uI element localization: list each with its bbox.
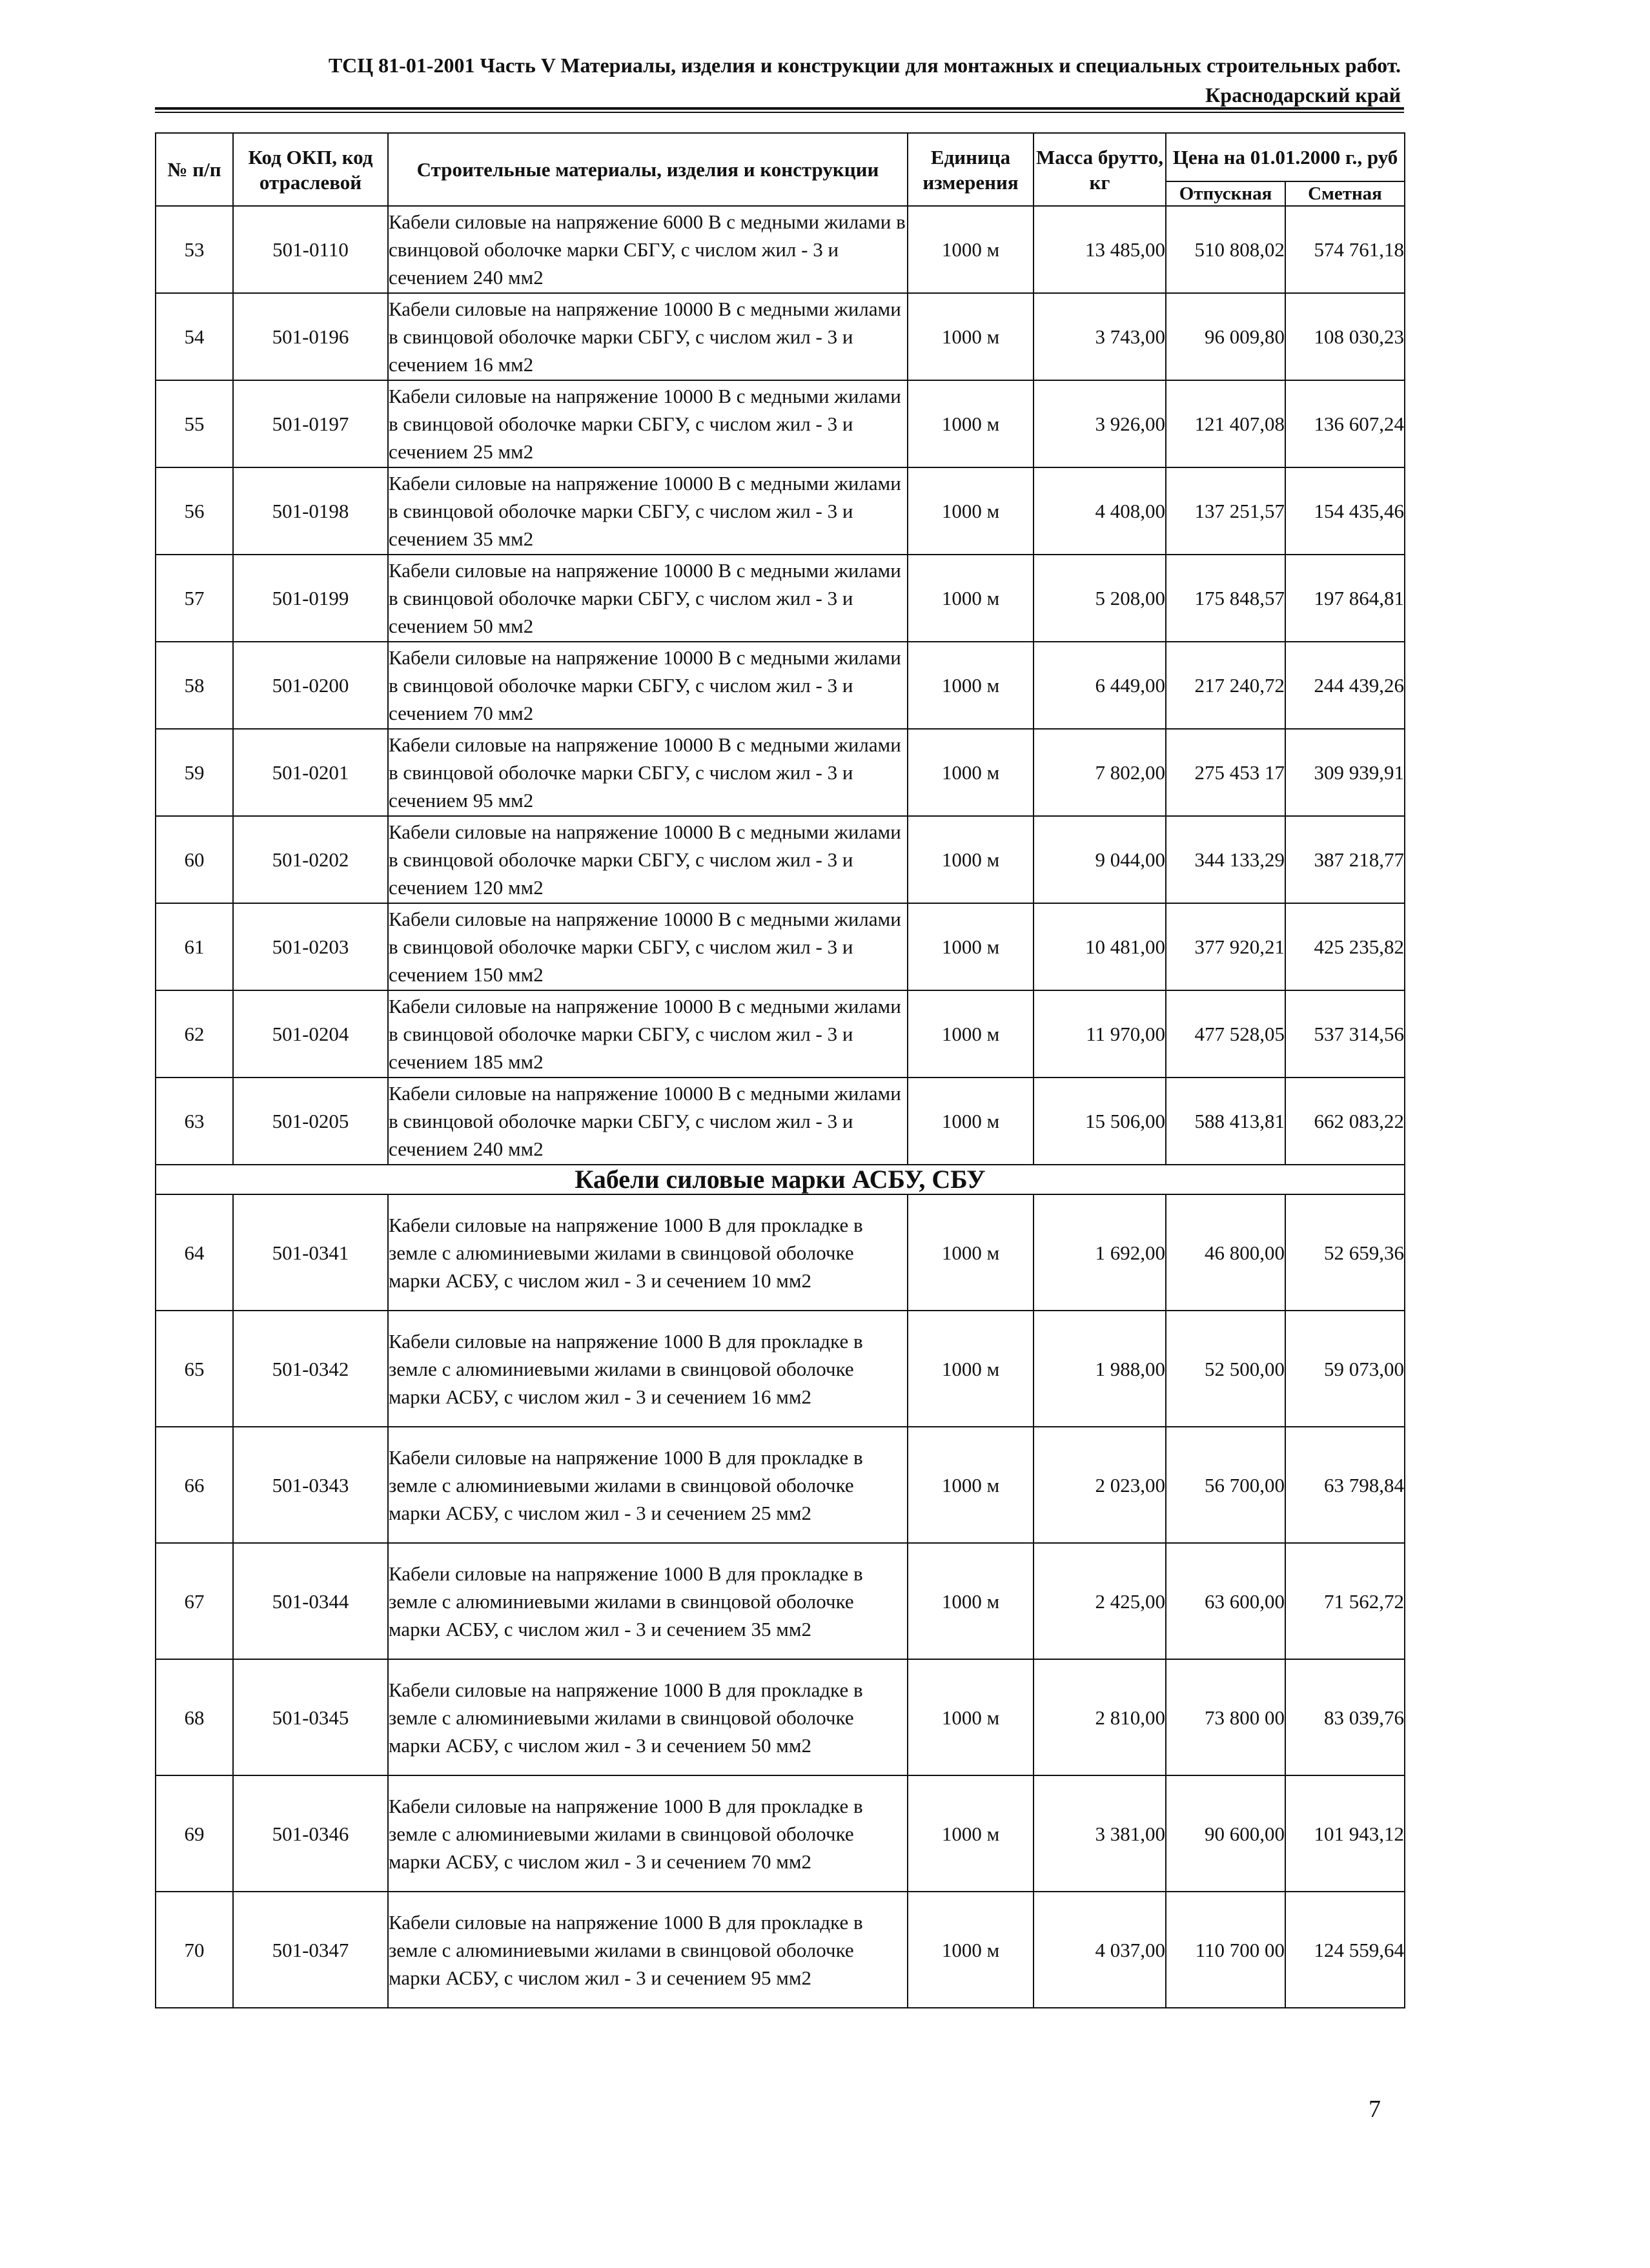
row-mass: 2 023,00 (1034, 1427, 1166, 1543)
table-body-a (156, 206, 1405, 1165)
row-code: 501-0203 (233, 903, 388, 990)
row-material-name: Кабели силовые на напряжение 1000 В для прокладке в земле с алюминиевыми жилами в свинцовой оболочке марки АСБУ, с числом жил - 3 и сечением 25 мм2 (388, 1427, 908, 1543)
row-mass: 6 449,00 (1034, 642, 1166, 729)
row-code: 501-0345 (233, 1659, 388, 1775)
section-row (156, 1165, 1405, 1194)
table-row (156, 1543, 1405, 1659)
row-material-name: Кабели силовые на напряжение 10000 В с медными жилами в свинцовой оболочке марки СБГУ, с числом жил - 3 и сечением 70 мм2 (388, 642, 908, 729)
row-mass: 2 425,00 (1034, 1543, 1166, 1659)
row-unit: 1000 м (908, 1892, 1034, 2008)
price-table (155, 132, 1405, 2008)
row-price-estimate: 101 943,12 (1285, 1775, 1405, 1892)
row-unit: 1000 м (908, 380, 1034, 467)
row-price-release: 110 700 00 (1166, 1892, 1285, 2008)
row-code: 501-0343 (233, 1427, 388, 1543)
row-number: 69 (156, 1775, 233, 1892)
col-header-code: Код ОКП, код отраслевой (233, 133, 388, 206)
page-header (232, 50, 1401, 110)
row-price-estimate: 124 559,64 (1285, 1892, 1405, 2008)
table-row (156, 1892, 1405, 2008)
row-unit: 1000 м (908, 293, 1034, 380)
row-material-name: Кабели силовые на напряжение 10000 В с медными жилами в свинцовой оболочке марки СБГУ, с числом жил - 3 и сечением 50 мм2 (388, 555, 908, 642)
section-body (156, 1165, 1405, 1194)
row-price-release: 175 848,57 (1166, 555, 1285, 642)
row-price-estimate: 136 607,24 (1285, 380, 1405, 467)
row-price-estimate: 71 562,72 (1285, 1543, 1405, 1659)
table-row (156, 903, 1405, 990)
row-material-name: Кабели силовые на напряжение 1000 В для прокладке в земле с алюминиевыми жилами в свинцовой оболочке марки АСБУ, с числом жил - 3 и сечением 70 мм2 (388, 1775, 908, 1892)
row-material-name: Кабели силовые на напряжение 10000 В с медными жилами в свинцовой оболочке марки СБГУ, с числом жил - 3 и сечением 25 мм2 (388, 380, 908, 467)
row-number: 63 (156, 1078, 233, 1165)
row-mass: 4 037,00 (1034, 1892, 1166, 2008)
region-title: Краснодарский край (1205, 83, 1401, 107)
row-code: 501-0205 (233, 1078, 388, 1165)
col-header-price-release: Отпускная (1166, 181, 1285, 206)
row-unit: 1000 м (908, 206, 1034, 293)
row-mass: 11 970,00 (1034, 990, 1166, 1078)
row-price-release: 344 133,29 (1166, 816, 1285, 903)
row-price-release: 90 600,00 (1166, 1775, 1285, 1892)
row-price-release: 510 808,02 (1166, 206, 1285, 293)
row-material-name: Кабели силовые на напряжение 10000 В с медными жилами в свинцовой оболочке марки СБГУ, с числом жил - 3 и сечением 120 мм2 (388, 816, 908, 903)
row-code: 501-0199 (233, 555, 388, 642)
row-code: 501-0347 (233, 1892, 388, 2008)
row-unit: 1000 м (908, 467, 1034, 555)
row-price-estimate: 52 659,36 (1285, 1194, 1405, 1311)
row-number: 57 (156, 555, 233, 642)
row-material-name: Кабели силовые на напряжение 1000 В для прокладке в земле с алюминиевыми жилами в свинцовой оболочке марки АСБУ, с числом жил - 3 и сечением 16 мм2 (388, 1311, 908, 1427)
row-number: 54 (156, 293, 233, 380)
row-material-name: Кабели силовые на напряжение 1000 В для прокладке в земле с алюминиевыми жилами в свинцовой оболочке марки АСБУ, с числом жил - 3 и сечением 95 мм2 (388, 1892, 908, 2008)
row-price-estimate: 244 439,26 (1285, 642, 1405, 729)
table-row (156, 1427, 1405, 1543)
row-material-name: Кабели силовые на напряжение 1000 В для прокладке в земле с алюминиевыми жилами в свинцовой оболочке марки АСБУ, с числом жил - 3 и сечением 35 мм2 (388, 1543, 908, 1659)
row-mass: 3 381,00 (1034, 1775, 1166, 1892)
table-row (156, 555, 1405, 642)
table-row (156, 380, 1405, 467)
row-unit: 1000 м (908, 1078, 1034, 1165)
row-price-release: 63 600,00 (1166, 1543, 1285, 1659)
table-row (156, 1078, 1405, 1165)
row-mass: 1 692,00 (1034, 1194, 1166, 1311)
row-price-estimate: 537 314,56 (1285, 990, 1405, 1078)
row-code: 501-0201 (233, 729, 388, 816)
col-header-price: Цена на 01.01.2000 г., руб (1166, 133, 1405, 181)
row-number: 62 (156, 990, 233, 1078)
row-mass: 10 481,00 (1034, 903, 1166, 990)
table-row (156, 1775, 1405, 1892)
table-row (156, 293, 1405, 380)
page-number: 7 (1369, 2096, 1381, 2123)
row-unit: 1000 м (908, 729, 1034, 816)
row-price-estimate: 574 761,18 (1285, 206, 1405, 293)
table-row (156, 729, 1405, 816)
row-number: 56 (156, 467, 233, 555)
row-unit: 1000 м (908, 1311, 1034, 1427)
row-material-name: Кабели силовые на напряжение 10000 В с медными жилами в свинцовой оболочке марки СБГУ, с числом жил - 3 и сечением 35 мм2 (388, 467, 908, 555)
row-material-name: Кабели силовые на напряжение 1000 В для прокладке в земле с алюминиевыми жилами в свинцовой оболочке марки АСБУ, с числом жил - 3 и сечением 50 мм2 (388, 1659, 908, 1775)
row-mass: 3 743,00 (1034, 293, 1166, 380)
row-number: 64 (156, 1194, 233, 1311)
row-material-name: Кабели силовые на напряжение 10000 В с медными жилами в свинцовой оболочке марки СБГУ, с числом жил - 3 и сечением 185 мм2 (388, 990, 908, 1078)
row-material-name: Кабели силовые на напряжение 10000 В с медными жилами в свинцовой оболочке марки СБГУ, с числом жил - 3 и сечением 240 мм2 (388, 1078, 908, 1165)
row-code: 501-0204 (233, 990, 388, 1078)
table-row (156, 990, 1405, 1078)
row-number: 60 (156, 816, 233, 903)
row-price-estimate: 59 073,00 (1285, 1311, 1405, 1427)
row-material-name: Кабели силовые на напряжение 10000 В с медными жилами в свинцовой оболочке марки СБГУ, с числом жил - 3 и сечением 150 мм2 (388, 903, 908, 990)
row-number: 65 (156, 1311, 233, 1427)
row-price-estimate: 108 030,23 (1285, 293, 1405, 380)
row-code: 501-0196 (233, 293, 388, 380)
row-mass: 9 044,00 (1034, 816, 1166, 903)
row-code: 501-0200 (233, 642, 388, 729)
row-price-release: 477 528,05 (1166, 990, 1285, 1078)
row-unit: 1000 м (908, 1543, 1034, 1659)
table-header-row (156, 133, 1405, 181)
row-price-estimate: 387 218,77 (1285, 816, 1405, 903)
row-price-estimate: 154 435,46 (1285, 467, 1405, 555)
row-number: 67 (156, 1543, 233, 1659)
table-row (156, 1659, 1405, 1775)
table-row (156, 816, 1405, 903)
row-material-name: Кабели силовые на напряжение 10000 В с медными жилами в свинцовой оболочке марки СБГУ, с числом жил - 3 и сечением 95 мм2 (388, 729, 908, 816)
row-number: 55 (156, 380, 233, 467)
row-price-estimate: 309 939,91 (1285, 729, 1405, 816)
col-header-price-estimate: Сметная (1285, 181, 1405, 206)
row-material-name: Кабели силовые на напряжение 1000 В для прокладке в земле с алюминиевыми жилами в свинцовой оболочке марки АСБУ, с числом жил - 3 и сечением 10 мм2 (388, 1194, 908, 1311)
row-price-release: 46 800,00 (1166, 1194, 1285, 1311)
row-material-name: Кабели силовые на напряжение 6000 В с медными жилами в свинцовой оболочке марки СБГУ, с числом жил - 3 и сечением 240 мм2 (388, 206, 908, 293)
row-number: 58 (156, 642, 233, 729)
row-code: 501-0202 (233, 816, 388, 903)
row-mass: 1 988,00 (1034, 1311, 1166, 1427)
table-row (156, 1194, 1405, 1311)
header-rule (155, 107, 1404, 110)
row-mass: 2 810,00 (1034, 1659, 1166, 1775)
row-code: 501-0346 (233, 1775, 388, 1892)
row-number: 68 (156, 1659, 233, 1775)
row-price-release: 137 251,57 (1166, 467, 1285, 555)
row-price-release: 96 009,80 (1166, 293, 1285, 380)
row-unit: 1000 м (908, 816, 1034, 903)
row-unit: 1000 м (908, 555, 1034, 642)
row-mass: 13 485,00 (1034, 206, 1166, 293)
row-price-release: 377 920,21 (1166, 903, 1285, 990)
row-mass: 4 408,00 (1034, 467, 1166, 555)
row-code: 501-0197 (233, 380, 388, 467)
row-price-release: 73 800 00 (1166, 1659, 1285, 1775)
row-unit: 1000 м (908, 1427, 1034, 1543)
row-mass: 3 926,00 (1034, 380, 1166, 467)
row-price-estimate: 63 798,84 (1285, 1427, 1405, 1543)
table-row (156, 642, 1405, 729)
document-title: ТСЦ 81-01-2001 Часть V Материалы, изделия и конструкции для монтажных и специальных строительных работ. (328, 54, 1401, 77)
row-price-estimate: 425 235,82 (1285, 903, 1405, 990)
row-unit: 1000 м (908, 990, 1034, 1078)
row-unit: 1000 м (908, 1775, 1034, 1892)
row-price-estimate: 197 864,81 (1285, 555, 1405, 642)
row-code: 501-0198 (233, 467, 388, 555)
row-price-release: 56 700,00 (1166, 1427, 1285, 1543)
row-code: 501-0342 (233, 1311, 388, 1427)
row-material-name: Кабели силовые на напряжение 10000 В с медными жилами в свинцовой оболочке марки СБГУ, с числом жил - 3 и сечением 16 мм2 (388, 293, 908, 380)
col-header-mass: Масса брутто, кг (1034, 133, 1166, 206)
row-price-release: 121 407,08 (1166, 380, 1285, 467)
row-price-release: 275 453 17 (1166, 729, 1285, 816)
col-header-name: Строительные материалы, изделия и конструкции (388, 133, 908, 206)
row-number: 70 (156, 1892, 233, 2008)
row-price-estimate: 83 039,76 (1285, 1659, 1405, 1775)
table-row (156, 1311, 1405, 1427)
row-price-release: 588 413,81 (1166, 1078, 1285, 1165)
row-mass: 7 802,00 (1034, 729, 1166, 816)
row-price-release: 52 500,00 (1166, 1311, 1285, 1427)
row-number: 66 (156, 1427, 233, 1543)
row-unit: 1000 м (908, 903, 1034, 990)
row-number: 53 (156, 206, 233, 293)
col-header-unit: Единица измерения (908, 133, 1034, 206)
row-mass: 5 208,00 (1034, 555, 1166, 642)
row-code: 501-0341 (233, 1194, 388, 1311)
row-unit: 1000 м (908, 642, 1034, 729)
section-title: Кабели силовые марки АСБУ, СБУ (156, 1165, 1405, 1194)
row-code: 501-0110 (233, 206, 388, 293)
row-mass: 15 506,00 (1034, 1078, 1166, 1165)
header-rule-thin (155, 112, 1404, 113)
row-price-estimate: 662 083,22 (1285, 1078, 1405, 1165)
row-price-release: 217 240,72 (1166, 642, 1285, 729)
col-header-num: № п/п (156, 133, 233, 206)
row-unit: 1000 м (908, 1659, 1034, 1775)
table-row (156, 467, 1405, 555)
row-number: 59 (156, 729, 233, 816)
row-code: 501-0344 (233, 1543, 388, 1659)
table-row (156, 206, 1405, 293)
row-unit: 1000 м (908, 1194, 1034, 1311)
table-body-b (156, 1194, 1405, 2008)
row-number: 61 (156, 903, 233, 990)
